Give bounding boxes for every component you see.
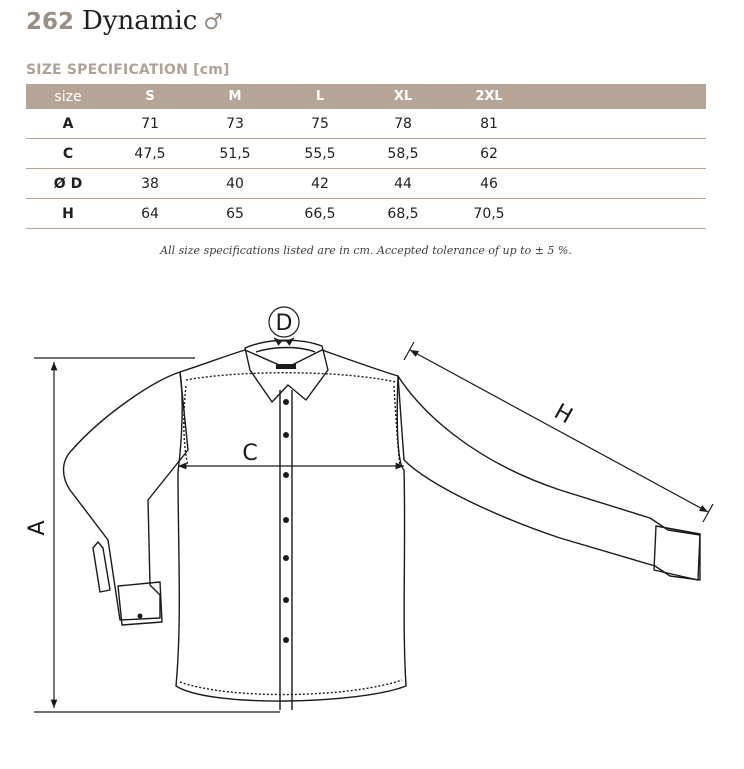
table-cell: 66,5: [280, 199, 360, 229]
table-cell: 55,5: [280, 139, 360, 169]
product-title: [26, 4, 223, 38]
header-2xl: 2XL: [446, 84, 532, 109]
table-cell: 51,5: [190, 139, 280, 169]
shirt-outline: [64, 340, 701, 710]
product-name: Dynamic: [82, 6, 198, 36]
size-specification-heading: SIZE SPECIFICATION [cm]: [26, 62, 230, 78]
table-cell: 46: [446, 169, 532, 199]
table-row: [26, 199, 706, 229]
table-cell: 71: [110, 109, 190, 139]
table-cell-empty: [532, 199, 706, 229]
dimension-h-label: H: [549, 399, 577, 430]
table-cell: 75: [280, 109, 360, 139]
row-label: A: [26, 109, 110, 139]
header-s: S: [110, 84, 190, 109]
dimension-d-label: D: [275, 311, 293, 336]
table-cell: 70,5: [446, 199, 532, 229]
table-cell: 73: [190, 109, 280, 139]
table-cell: 65: [190, 199, 280, 229]
table-row: [26, 109, 706, 139]
table-cell: 42: [280, 169, 360, 199]
product-code: 262: [26, 9, 75, 35]
row-label: C: [26, 139, 110, 169]
row-label: Ø D: [26, 169, 110, 199]
table-cell: 38: [110, 169, 190, 199]
table-cell: 62: [446, 139, 532, 169]
tolerance-note: All size specifications listed are in cm. Accepted tolerance of up to ± 5 %.: [160, 244, 572, 257]
table-cell-empty: [532, 139, 706, 169]
table-cell: 47,5: [110, 139, 190, 169]
table-row: [26, 139, 706, 169]
table-cell: 44: [360, 169, 446, 199]
table-cell-empty: [532, 169, 706, 199]
table-cell-empty: [532, 109, 706, 139]
header-m: M: [190, 84, 280, 109]
header-l: L: [280, 84, 360, 109]
male-gender-icon: ♂: [203, 10, 224, 35]
header-size: size: [26, 84, 110, 109]
dimension-a: [34, 358, 280, 712]
table-cell: 68,5: [360, 199, 446, 229]
table-row: [26, 169, 706, 199]
table-cell: 64: [110, 199, 190, 229]
table-cell: 81: [446, 109, 532, 139]
table-cell: 58,5: [360, 139, 446, 169]
dimension-c-label: C: [242, 441, 258, 466]
table-cell: 40: [190, 169, 280, 199]
header-xl: XL: [360, 84, 446, 109]
table-cell: 78: [360, 109, 446, 139]
table-header-row: [26, 84, 706, 109]
row-label: H: [26, 199, 110, 229]
size-specification-table: [26, 84, 706, 229]
dimension-a-label: A: [25, 520, 50, 536]
shirt-technical-drawing: [0, 290, 744, 740]
header-empty: [532, 84, 706, 109]
